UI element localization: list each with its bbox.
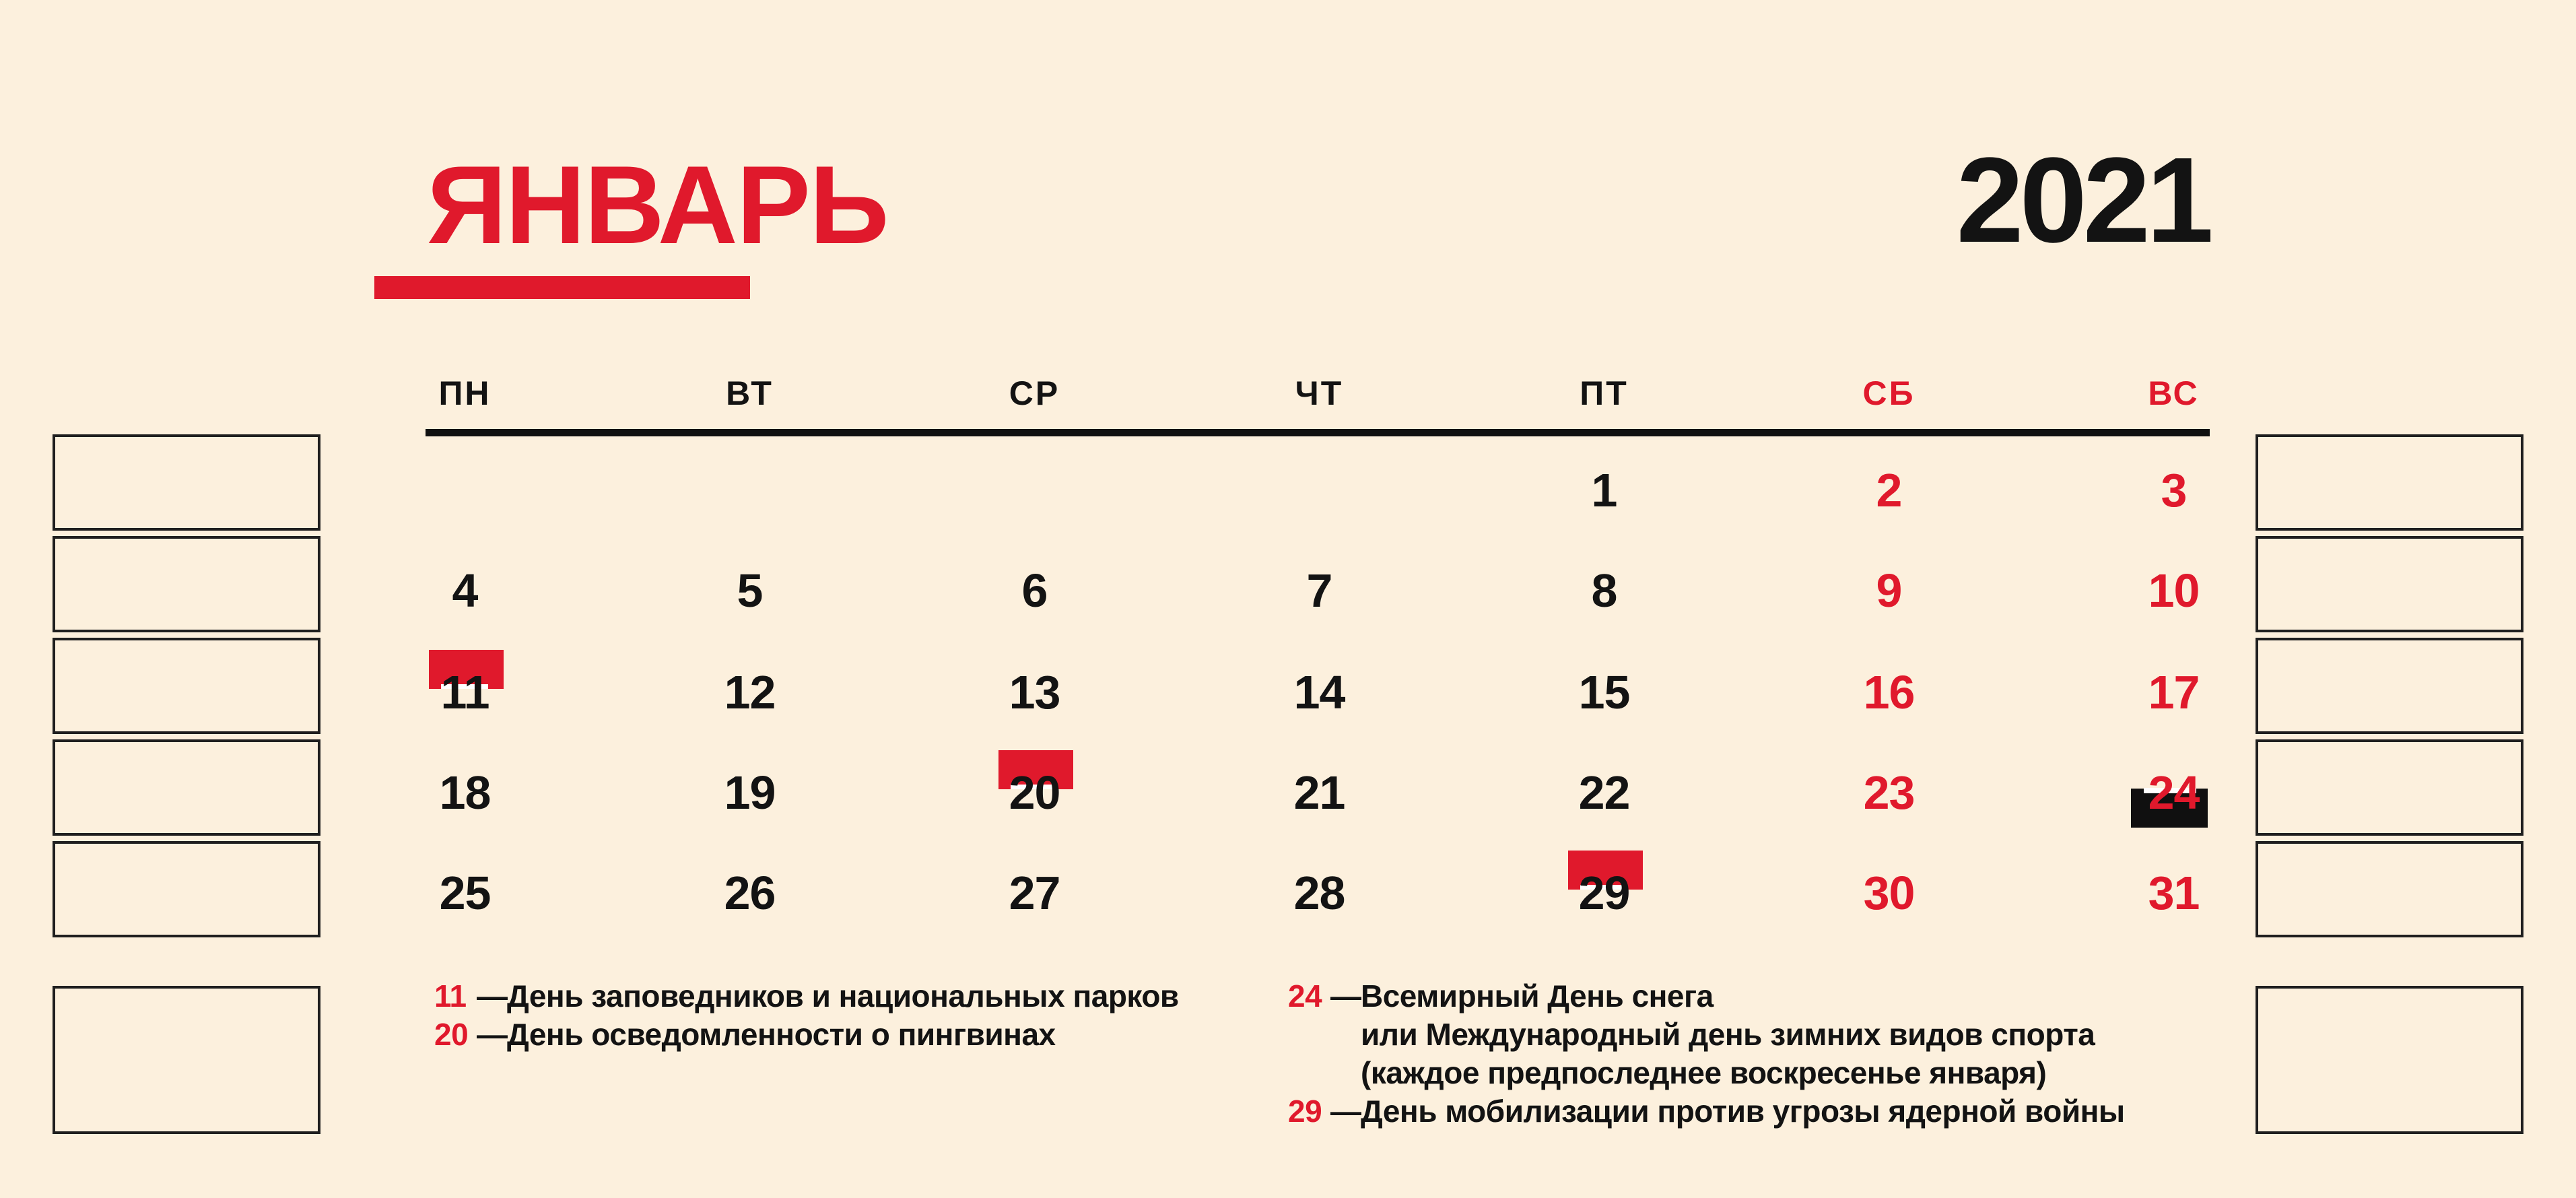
day-number: 8: [1591, 564, 1617, 617]
day-number: 4: [452, 564, 478, 617]
note-box: [53, 739, 320, 836]
day-cell-30: [1747, 869, 2031, 917]
note-box: [2256, 638, 2523, 734]
legend-dash: —: [1330, 978, 1361, 1013]
day-cell-12: [607, 666, 892, 719]
legend-entry: [434, 1016, 1179, 1054]
legend-entry-continuation: [1288, 1054, 2125, 1092]
legend-entry: [1288, 1092, 2125, 1131]
weekday-header-fri: ПТ: [1580, 374, 1629, 412]
day-cell-9: [1747, 564, 2031, 617]
day-number: 24: [2148, 766, 2200, 819]
day-number: 3: [2161, 464, 2187, 517]
legend-dash: —: [477, 978, 508, 1013]
legend-dash: —: [477, 1017, 508, 1052]
note-box: [2256, 536, 2523, 632]
day-number: 11: [440, 666, 489, 719]
note-box-large: [2256, 986, 2523, 1134]
legend-entry: [434, 977, 1179, 1016]
note-box: [2256, 739, 2523, 836]
legend-text: (каждое предпоследнее воскресенье января): [1361, 1055, 2047, 1090]
day-number: 10: [2148, 564, 2200, 617]
title-underline: [374, 276, 750, 299]
day-number: 2: [1876, 464, 1902, 517]
legend-text: День заповедников и национальных парков: [507, 978, 1179, 1013]
day-cell-28: [1177, 869, 1462, 917]
legend-text: или Международный день зимних видов спорта: [1361, 1017, 2095, 1052]
note-box-large: [53, 986, 320, 1134]
day-number: 28: [1293, 867, 1345, 919]
note-box: [53, 841, 320, 937]
day-cell-14: [1177, 666, 1462, 719]
day-cell-1: [1462, 464, 1747, 517]
day-number: 1: [1591, 464, 1617, 517]
day-number: 12: [724, 666, 776, 719]
day-number: 6: [1021, 564, 1048, 617]
legend-text: День мобилизации против угрозы ядерной войны: [1361, 1094, 2125, 1129]
legend-day-number: 24: [1288, 978, 1322, 1013]
legend-entry-continuation: [1288, 1016, 2125, 1054]
day-cell-5: [607, 564, 892, 617]
note-box: [53, 638, 320, 734]
day-cell-23: [1747, 766, 2031, 819]
legend-left: [434, 977, 1179, 1054]
day-number: 22: [1578, 766, 1630, 819]
day-cell-21: [1177, 766, 1462, 819]
day-number: 19: [724, 766, 776, 819]
day-cell-26: [607, 869, 892, 917]
day-number: 27: [1009, 867, 1060, 919]
day-cell-7: [1177, 564, 1462, 617]
day-cell-16: [1747, 666, 2031, 719]
day-number: 21: [1293, 766, 1345, 819]
day-cell-22: [1462, 766, 1747, 819]
day-cell-6: [892, 564, 1177, 617]
day-cell-29: [1462, 869, 1747, 917]
note-box: [53, 434, 320, 531]
day-number: 20: [1009, 766, 1060, 819]
note-box: [2256, 434, 2523, 531]
day-cell-8: [1462, 564, 1747, 617]
day-number: 30: [1863, 867, 1915, 919]
day-number: 29: [1578, 867, 1630, 919]
day-number: 31: [2148, 867, 2200, 919]
note-box: [2256, 841, 2523, 937]
weekday-header-mon: ПН: [438, 374, 492, 412]
day-cell-19: [607, 766, 892, 819]
weekday-header-wed: СР: [1009, 374, 1060, 412]
day-number: 13: [1009, 666, 1060, 719]
legend-entry: [1288, 977, 2125, 1016]
legend-text: Всемирный День снега: [1361, 978, 1714, 1013]
legend-day-number: 11: [434, 978, 467, 1013]
weekday-header-sun: ВС: [2148, 374, 2200, 412]
day-cell-4: [323, 564, 607, 617]
day-number: 26: [724, 867, 776, 919]
year-label: 2021: [1956, 133, 2210, 268]
day-number: 14: [1293, 666, 1345, 719]
day-number: 7: [1306, 564, 1332, 617]
weekday-header-sat: СБ: [1862, 374, 1916, 412]
day-cell-18: [323, 766, 607, 819]
day-number: 18: [439, 766, 491, 819]
day-number: 25: [439, 867, 491, 919]
legend-text: День осведомленности о пингвинах: [507, 1017, 1056, 1052]
legend-day-number: 20: [434, 1017, 469, 1052]
day-number: 5: [737, 564, 763, 617]
legend-dash: —: [1330, 1094, 1361, 1129]
day-cell-27: [892, 869, 1177, 917]
weekday-header-thu: ЧТ: [1295, 374, 1344, 412]
day-cell-11: [323, 666, 607, 719]
header-divider-line: [426, 429, 2210, 436]
day-number: 17: [2148, 666, 2200, 719]
day-number: 15: [1578, 666, 1630, 719]
weekday-header-tue: ВТ: [726, 374, 774, 412]
day-cell-2: [1747, 464, 2031, 517]
day-number: 23: [1863, 766, 1915, 819]
day-cell-15: [1462, 666, 1747, 719]
day-cell-20: [892, 766, 1177, 819]
month-title: ЯНВАРЬ: [427, 143, 888, 267]
legend-day-number: 29: [1288, 1094, 1322, 1129]
legend-right: [1288, 977, 2125, 1131]
day-number: 16: [1863, 666, 1915, 719]
day-number: 9: [1876, 564, 1902, 617]
day-cell-25: [323, 869, 607, 917]
note-box: [53, 536, 320, 632]
day-cell-13: [892, 666, 1177, 719]
